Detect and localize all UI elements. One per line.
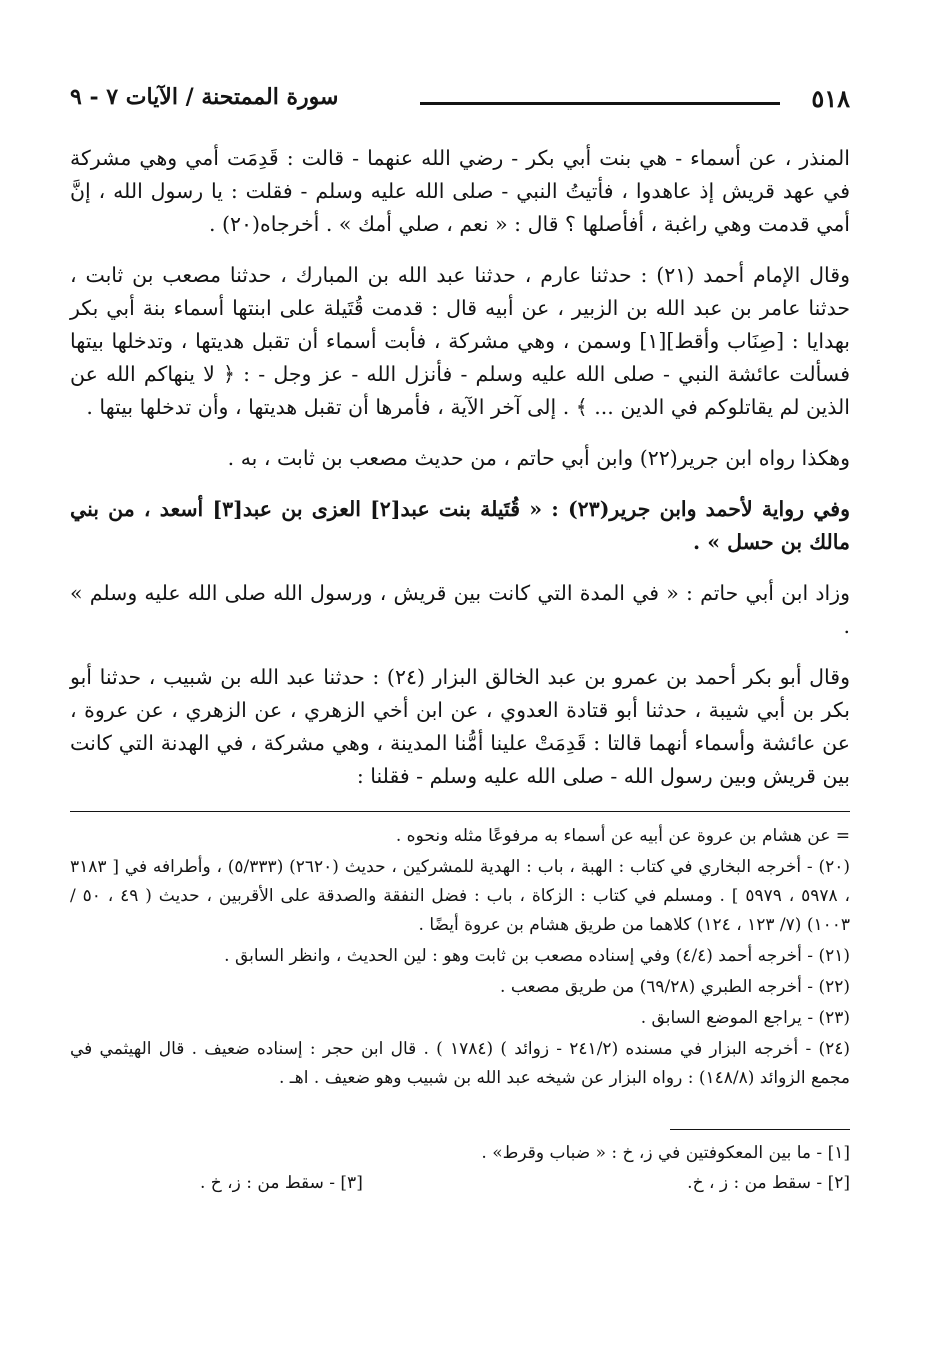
- paragraph: وقال الإمام أحمد (٢١) : حدثنا عارم ، حدثنا عبد الله بن المبارك ، حدثنا مصعب بن ثابت ، حدثنا عامر بن عبد الله بن الزبير ، عن أبيه قال : قدمت قُتَيلة على ابنتها أسماء بنة أبي بكر بهدايا : [صِنَاب وأقط][١] وسمن ، وهي مشركة ، فأبت أسماء أن تقبل هديتها ، وتدخلها بيتها فسألت عائشة النبي - صلى الله عليه وسلم - فأنزل الله - عز وجل - : ﴿ لا ينهاكم الله عن الذين لم يقاتلوكم في الدين ... ﴾ . إلى آخر الآية ، فأمرها أن تقبل هديتها ، وأن تدخلها بيتها .: [70, 263, 850, 419]
- paragraph: وزاد ابن أبي حاتم : « في المدة التي كانت بين قريش ، ورسول الله صلى الله عليه وسلم » .: [70, 581, 850, 638]
- marginal-note-row: [70, 1138, 850, 1168]
- book-page: [70, 80, 850, 1280]
- footnote: (٢٠) - أخرجه البخاري في كتاب : الهبة ، باب : الهدية للمشركين ، حديث (٢٦٢٠) (٥/٣٣٣) ، وأطرافه في [ ٣١٨٣ ، ٥٩٧٨ ، ٥٩٧٩ ] . ومسلم في كتاب : الزكاة ، باب : فضل النفقة والصدقة على الأقربين ، حديث ( ٤٩ ، ٥٠ /١٠٠٣) (٧/ ١٢٣ ، ١٢٤) كلاهما من طريق هشام بن عروة أيضًا .: [70, 857, 851, 935]
- running-title: سورة الممتحنة / الآيات ٧ - ٩: [70, 84, 339, 110]
- footnote: (٢١) - أخرجه أحمد (٤/٤) وفي إسناده مصعب بن ثابت وهو : لين الحديث ، وانظر السابق .: [224, 946, 850, 966]
- footnote: (٢٣) - يراجع الموضع السابق .: [640, 1008, 850, 1028]
- footnotes: [70, 822, 850, 1093]
- page-header: [70, 80, 850, 116]
- paragraph: وهكذا رواه ابن جرير(٢٢) وابن أبي حاتم ، من حديث مصعب بن ثابت ، به .: [227, 446, 850, 470]
- marginal-notes: [70, 1138, 850, 1198]
- marginal-note-row: [70, 1168, 850, 1198]
- page-number: ٥١٨: [811, 84, 850, 113]
- marginal-note: [٣] - سقط من : ز، خ .: [200, 1173, 363, 1193]
- paragraph: وقال أبو بكر أحمد بن عمرو بن عبد الخالق البزار (٢٤) : حدثنا عبد الله بن شبيب ، حدثنا أبو بكر بن أبي شيبة ، حدثنا أبو قتادة العدوي ، عن ابن أخي الزهري ، عن الزهري ، عن عروة ، عن عائشة وأسماء أنهما قالتا : قَدِمَتْ علينا أمُّنا المدينة ، وهي مشركة ، في الهدنة التي كانت بين قريش وبين رسول الله - صلى الله عليه وسلم - فقلنا :: [70, 665, 851, 788]
- footnote: (٢٤) - أخرجه البزار في مسنده (٢٤١/٢ - زوائد ) (١٧٨٤ ) . قال ابن حجر : إسناده ضعيف . قال الهيثمي في مجمع الزوائد (١٤٨/٨) : رواه البزار عن شيخه عبد الله بن شبيب وهو ضعيف . اهـ .: [70, 1039, 851, 1088]
- marginal-note: [١] - ما بين المعكوفتين في ز، خ : « ضباب وقرط» .: [481, 1143, 850, 1163]
- footnotes-divider: [70, 811, 850, 812]
- main-text: [70, 142, 850, 1198]
- header-rule: [420, 102, 780, 105]
- paragraph: المنذر ، عن أسماء - هي بنت أبي بكر - رضي الله عنهما - قالت : قَدِمَت أمي وهي مشركة في عهد قريش إذ عاهدوا ، فأتيتُ النبي - صلى الله عليه وسلم - فقلت : يا رسول الله ، إنَّ أمي قدمت وهي راغبة ، أفأصلها ؟ قال : « نعم ، صلي أمك » . أخرجاه(٢٠) .: [70, 146, 850, 236]
- footnote: (٢٢) - أخرجه الطبري (٦٩/٢٨) من طريق مصعب .: [500, 977, 850, 997]
- paragraph: وفي رواية لأحمد وابن جرير(٢٣) : « قُتَيلة بنت عبد[٢] العزى بن عبد[٣] أسعد ، من بني مالك بن حسل » .: [70, 497, 850, 554]
- marginal-notes-divider: [670, 1129, 850, 1130]
- marginal-note: [٢] - سقط من : ز ، خ.: [687, 1173, 850, 1193]
- footnote: = عن هشام بن عروة عن أبيه عن أسماء به مرفوعًا مثله ونحوه .: [395, 826, 850, 846]
